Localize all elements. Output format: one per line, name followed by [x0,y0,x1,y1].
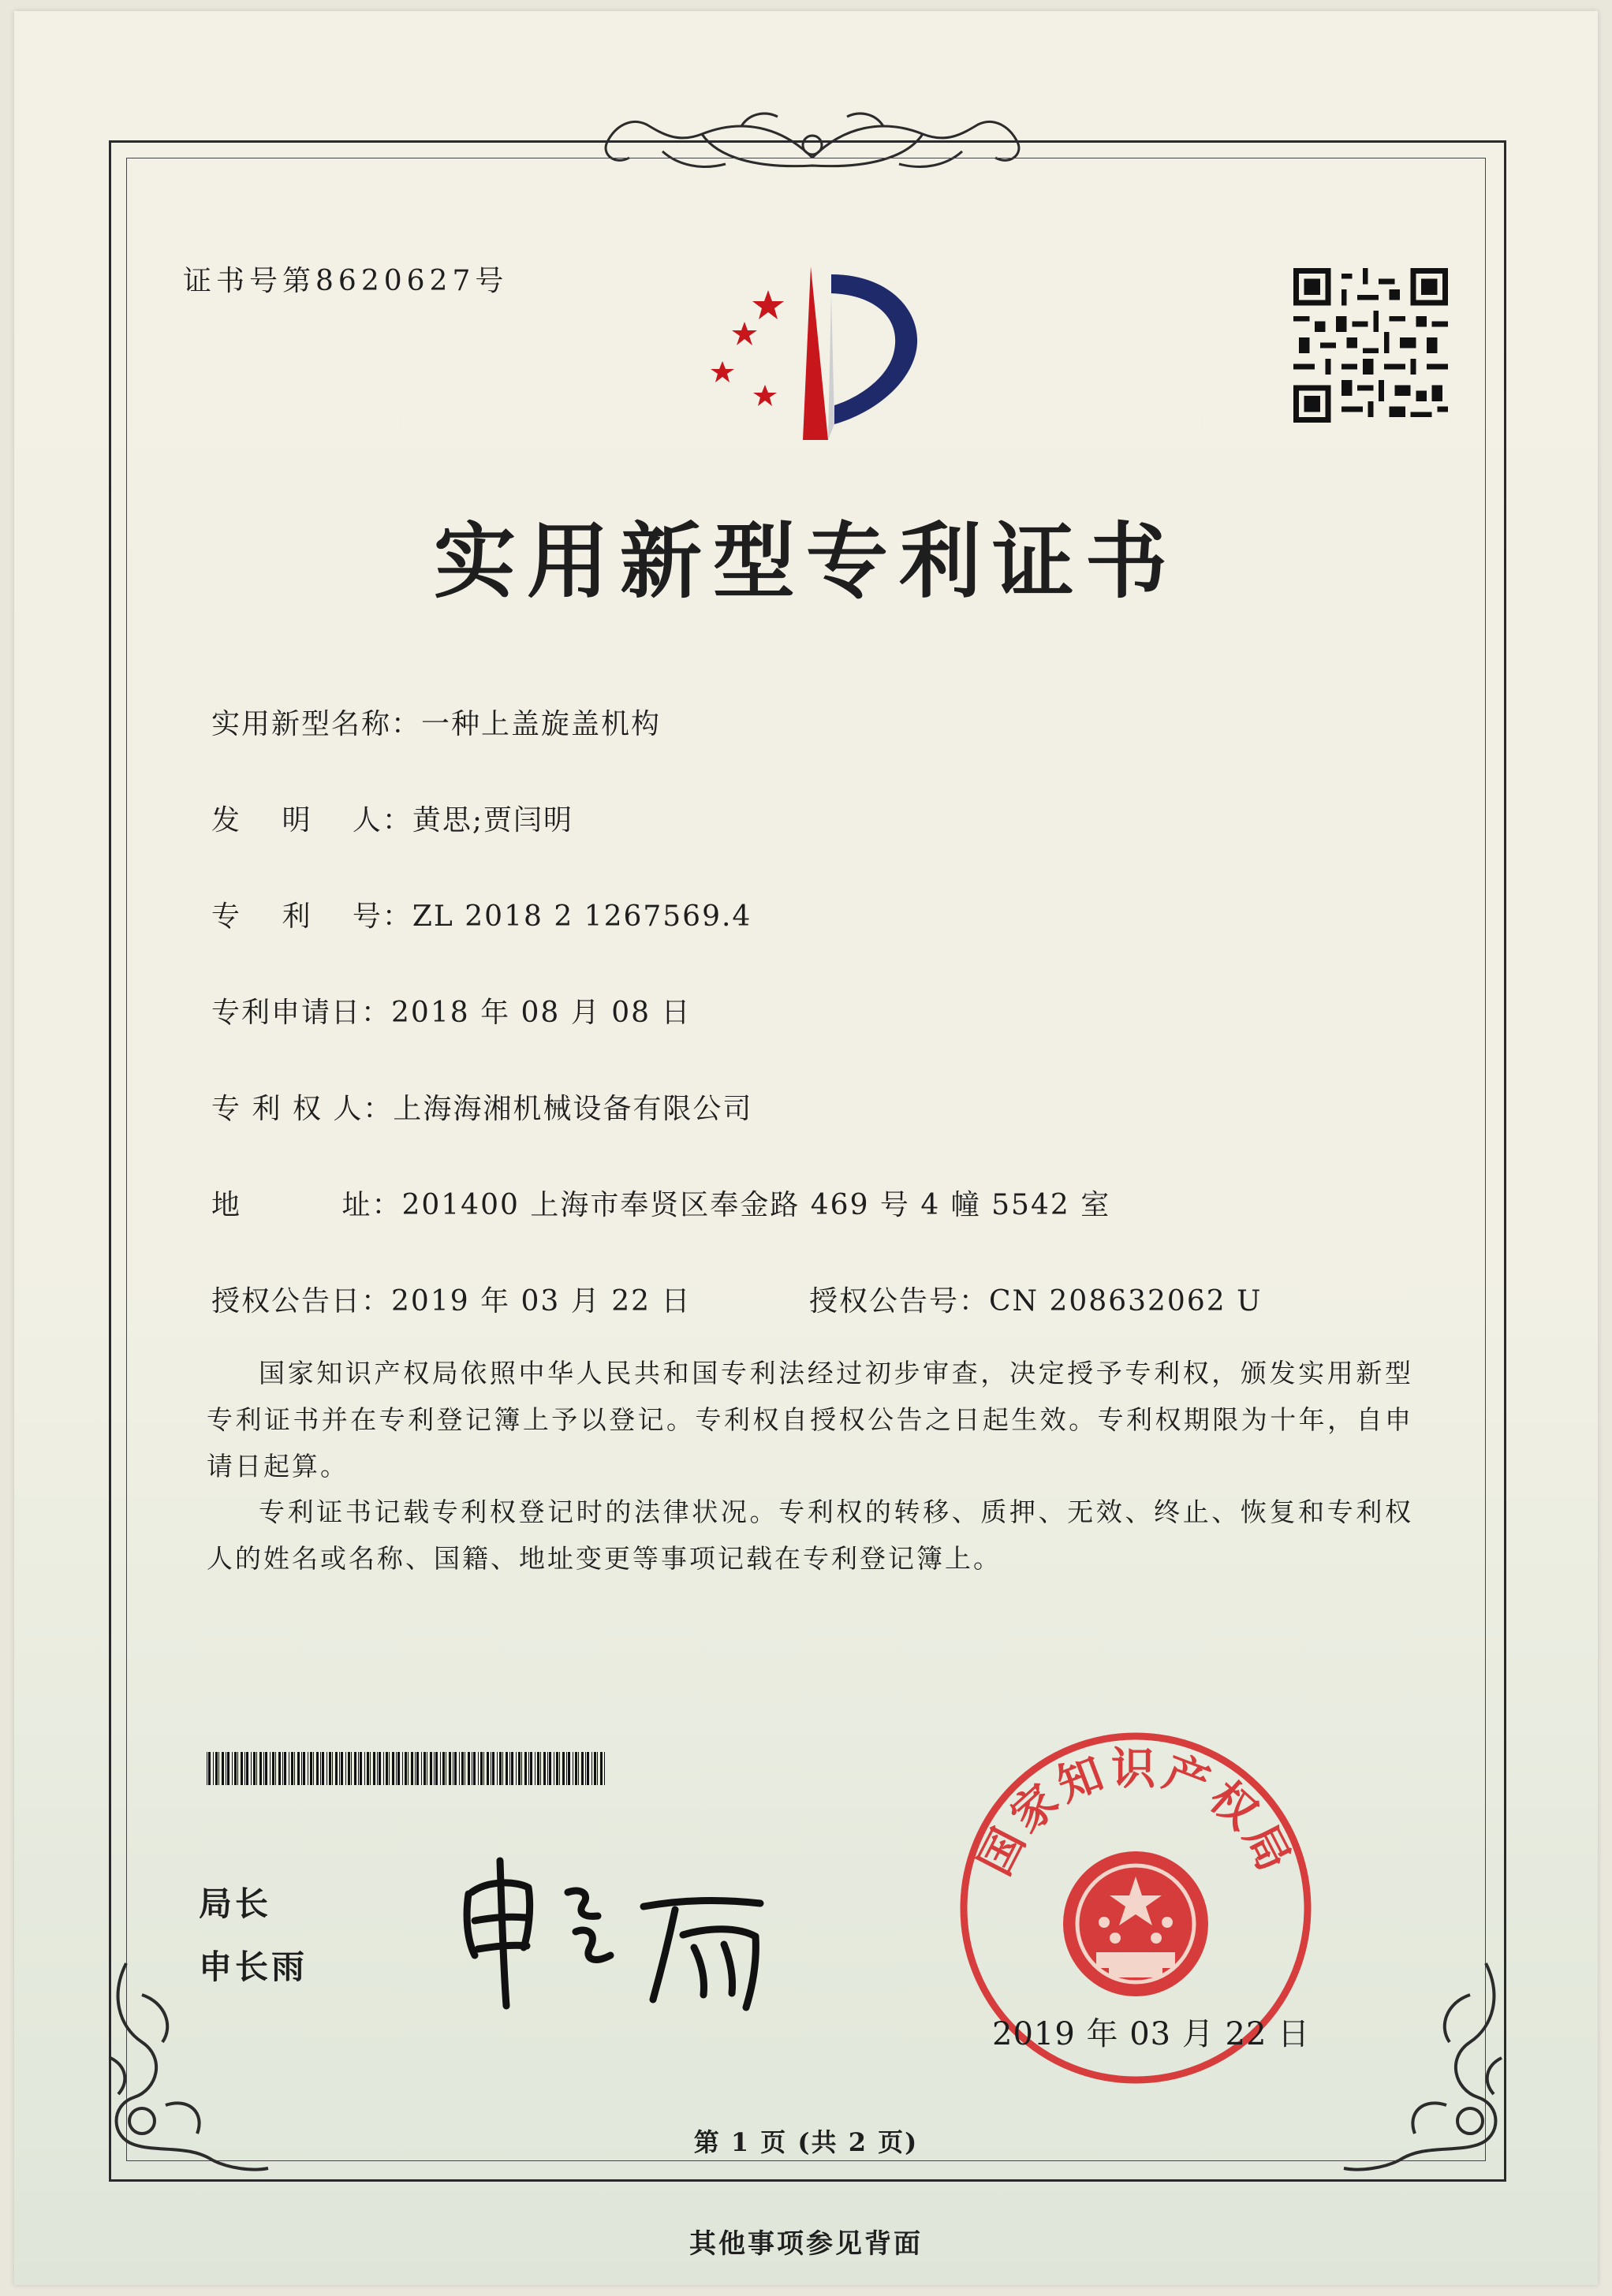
field-value: CN 208632062 U [989,1285,1263,1318]
field-utility-model-name [211,702,661,742]
field-grant-number [809,1279,1262,1319]
page-number: 第 1 页 (共 2 页) [693,2127,919,2157]
certificate-number: 证书号第8620627号 [183,265,509,297]
field-value: ZL 2018 2 1267569.4 [412,900,752,933]
field-label: 授权公告号： [809,1285,990,1318]
field-value: 2019 年 03 月 22 日 [391,1285,692,1318]
svg-text:国家知识产权局: 国家知识产权局 [969,1743,1302,1884]
field-value: 一种上盖旋盖机构 [421,708,662,740]
field-patentee [211,1086,752,1127]
field-label: 实用新型名称： [211,708,422,740]
qr-code[interactable] [1293,268,1448,423]
field-label: 授权公告日： [211,1285,392,1318]
cnipa-logo-icon [692,251,937,448]
body-paragraph-1: 国家知识产权局依照中华人民共和国专利法经过初步审查，决定授予专利权，颁发实用新型专利证书并在专利登记簿上予以登记。专利权自授权公告之日起生效。专利权期限为十年，自申请日起算。 [207,1358,1413,1482]
certificate-title: 实用新型专利证书 [433,513,1178,609]
field-label: 地 址： [211,1189,402,1221]
field-inventor [211,798,573,838]
field-grant-date [211,1279,691,1319]
footer-note: 其他事项参见背面 [689,2228,923,2260]
field-label: 专利申请日： [211,997,392,1029]
field-patent-number [211,894,752,934]
field-value: 上海海湘机械设备有限公司 [393,1093,753,1125]
field-value: 2018 年 08 月 08 日 [391,997,692,1029]
field-application-date [211,990,691,1031]
field-value: 黄思;贾闫明 [412,804,574,837]
field-value: 201400 上海市奉贤区奉金路 469 号 4 幢 5542 室 [401,1189,1111,1221]
handwritten-signature [457,1845,812,2018]
director-name: 申长雨 [199,1948,308,1986]
seal-date: 2019 年 03 月 22 日 [992,2016,1311,2052]
body-paragraph-2: 专利证书记载专利权登记时的法律状况。专利权的转移、质押、无效、终止、恢复和专利权人的姓名或名称、国籍、地址变更等事项记载在专利登记簿上。 [207,1496,1413,1574]
field-address [211,1183,1110,1223]
field-label: 发 明 人： [211,804,412,837]
field-label: 专 利 号： [211,900,412,933]
barcode [207,1752,609,1785]
field-label: 专 利 权 人： [211,1093,394,1125]
national-emblem-icon [1063,1851,1208,1996]
director-title: 局长 [199,1884,272,1923]
